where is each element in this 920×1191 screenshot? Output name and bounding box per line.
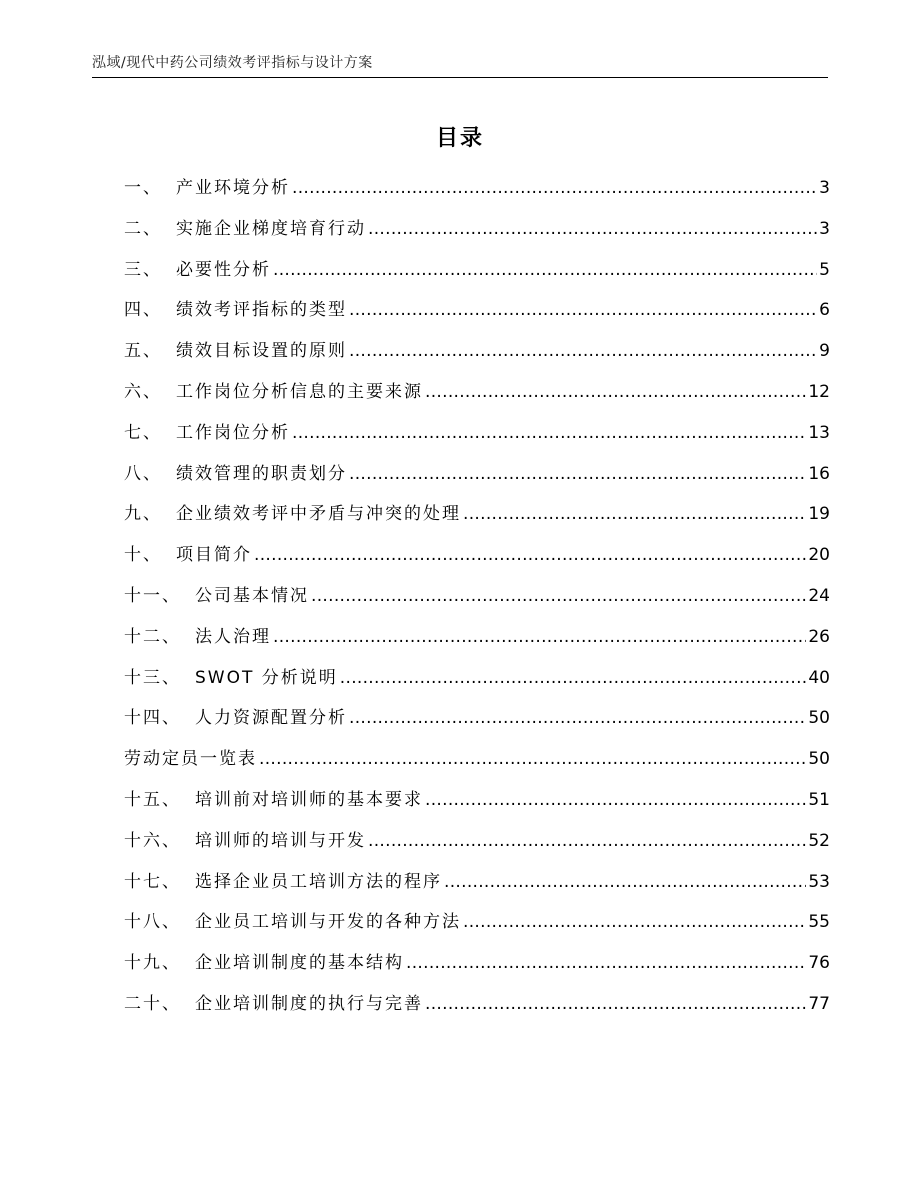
toc-entry-label: 培训师的培训与开发 <box>195 830 366 851</box>
toc-dot-leader <box>349 292 817 328</box>
toc-dot-leader <box>273 252 817 288</box>
toc-entry-number: 十、 <box>124 545 162 566</box>
toc-entry-label: 绩效目标设置的原则 <box>176 341 347 362</box>
toc-entry-number: 二、 <box>124 218 162 239</box>
toc-entry-label: 工作岗位分析信息的主要来源 <box>176 381 423 402</box>
toc-entry[interactable] <box>124 782 830 823</box>
toc-entry-page-number: 26 <box>808 626 830 647</box>
toc-dot-leader <box>425 782 806 818</box>
toc-entry-label: 企业培训制度的基本结构 <box>195 953 404 974</box>
toc-entry-number: 四、 <box>124 300 162 321</box>
toc-entry-number: 九、 <box>124 504 162 525</box>
toc-entry-label: SWOT 分析说明 <box>195 667 338 688</box>
toc-entry[interactable] <box>124 170 830 211</box>
toc-entry-number: 十五、 <box>124 789 181 810</box>
toc-entry-number: 七、 <box>124 422 162 443</box>
toc-entry[interactable] <box>124 211 830 252</box>
toc-entry[interactable] <box>124 333 830 374</box>
toc-dot-leader <box>349 333 817 369</box>
toc-entry-number: 十一、 <box>124 585 181 606</box>
toc-entry-number: 五、 <box>124 341 162 362</box>
toc-entry-label: 工作岗位分析 <box>176 422 290 443</box>
toc-entry[interactable] <box>124 864 830 905</box>
toc-entry-page-number: 53 <box>808 871 830 892</box>
toc-entry[interactable] <box>124 374 830 415</box>
toc-dot-leader <box>349 700 806 736</box>
toc-dot-leader <box>349 456 806 492</box>
toc-entry[interactable] <box>124 700 830 741</box>
toc-entry-page-number: 52 <box>808 830 830 851</box>
toc-entry-page-number: 76 <box>808 953 830 974</box>
toc-entry-label: 培训前对培训师的基本要求 <box>195 789 423 810</box>
toc-entry-label: 绩效管理的职责划分 <box>176 463 347 484</box>
toc-entry-number: 一、 <box>124 178 162 198</box>
toc-dot-leader <box>368 211 817 247</box>
toc-entry-page-number: 24 <box>808 585 830 606</box>
toc-entry[interactable] <box>124 741 830 782</box>
toc-dot-leader <box>311 578 806 614</box>
toc-entry[interactable] <box>124 660 830 701</box>
header-divider <box>92 77 828 78</box>
toc-entry-page-number: 51 <box>808 789 830 810</box>
toc-title: 目录 <box>435 126 484 151</box>
toc-entry-page-number: 6 <box>819 300 830 321</box>
toc-dot-leader <box>259 741 806 777</box>
toc-dot-leader <box>368 823 806 859</box>
toc-entry-page-number: 77 <box>808 993 830 1014</box>
toc-entry[interactable] <box>124 578 830 619</box>
toc-entry-label: 企业绩效考评中矛盾与冲突的处理 <box>176 504 461 525</box>
toc-entry[interactable] <box>124 619 830 660</box>
toc-entry-label: 选择企业员工培训方法的程序 <box>195 871 442 892</box>
table-of-contents <box>124 170 830 1027</box>
toc-dot-leader <box>292 170 817 206</box>
toc-entry-label: 产业环境分析 <box>176 178 290 198</box>
toc-entry-label: 企业员工培训与开发的各种方法 <box>195 912 461 933</box>
toc-entry[interactable] <box>124 415 830 456</box>
running-header: 泓域/现代中药公司绩效考评指标与设计方案 <box>92 55 373 71</box>
toc-entry-number: 八、 <box>124 463 162 484</box>
toc-entry-page-number: 55 <box>808 912 830 933</box>
toc-entry-label: 公司基本情况 <box>195 585 309 606</box>
toc-entry-label: 企业培训制度的执行与完善 <box>195 993 423 1014</box>
toc-entry[interactable] <box>124 986 830 1027</box>
toc-entry-label: 项目简介 <box>176 545 252 566</box>
toc-entry-number: 十六、 <box>124 830 181 851</box>
toc-entry-number: 十九、 <box>124 953 181 974</box>
toc-entry-label: 绩效考评指标的类型 <box>176 300 347 321</box>
toc-entry-page-number: 13 <box>808 422 830 443</box>
toc-entry-label: 必要性分析 <box>176 259 271 280</box>
toc-entry-number: 十三、 <box>124 667 181 688</box>
toc-entry-number: 十二、 <box>124 626 181 647</box>
toc-dot-leader <box>292 415 806 451</box>
toc-entry-page-number: 20 <box>808 545 830 566</box>
toc-dot-leader <box>406 945 806 981</box>
toc-dot-leader <box>254 537 806 573</box>
toc-entry-page-number: 12 <box>808 381 830 402</box>
toc-entry-page-number: 5 <box>819 259 830 280</box>
toc-entry-page-number: 19 <box>808 504 830 525</box>
toc-entry[interactable] <box>124 252 830 293</box>
toc-entry-number: 十七、 <box>124 871 181 892</box>
toc-entry-page-number: 50 <box>808 708 830 729</box>
toc-entry[interactable] <box>124 823 830 864</box>
toc-entry[interactable] <box>124 496 830 537</box>
toc-entry[interactable] <box>124 292 830 333</box>
toc-entry-label: 实施企业梯度培育行动 <box>176 218 366 239</box>
toc-dot-leader <box>273 619 806 655</box>
toc-dot-leader <box>425 374 806 410</box>
toc-entry[interactable] <box>124 945 830 986</box>
toc-dot-leader <box>340 660 807 696</box>
toc-entry-number: 十四、 <box>124 708 181 729</box>
toc-entry-number: 六、 <box>124 381 162 402</box>
toc-dot-leader <box>444 864 806 900</box>
toc-entry-page-number: 3 <box>819 218 830 239</box>
toc-entry-number: 十八、 <box>124 912 181 933</box>
toc-dot-leader <box>463 904 806 940</box>
toc-dot-leader <box>463 496 806 532</box>
toc-entry-label: 法人治理 <box>195 626 271 647</box>
toc-entry[interactable] <box>124 904 830 945</box>
toc-entry-page-number: 3 <box>819 178 830 198</box>
toc-entry-label: 劳动定员一览表 <box>124 749 257 770</box>
toc-dot-leader <box>425 986 806 1022</box>
toc-entry-number: 二十、 <box>124 993 181 1014</box>
toc-entry-label: 人力资源配置分析 <box>195 708 347 729</box>
toc-entry-page-number: 40 <box>808 667 830 688</box>
toc-entry[interactable] <box>124 537 830 578</box>
toc-entry-number: 三、 <box>124 259 162 280</box>
toc-entry-page-number: 16 <box>808 463 830 484</box>
toc-entry[interactable] <box>124 456 830 497</box>
toc-entry-page-number: 9 <box>819 341 830 362</box>
toc-entry-page-number: 50 <box>808 749 830 770</box>
